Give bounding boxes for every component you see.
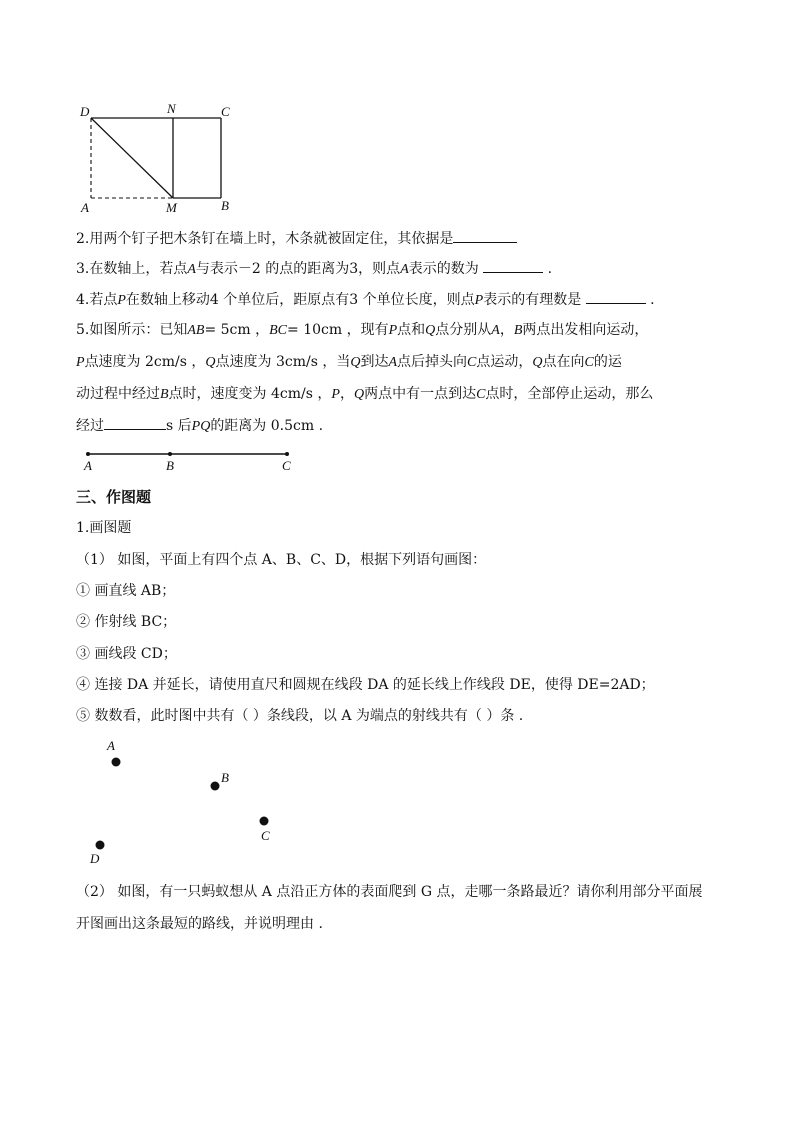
step-2: ② 作射线 BC； bbox=[76, 614, 177, 630]
label-a: A bbox=[107, 738, 115, 753]
label-a: A bbox=[84, 458, 92, 473]
rectangle-figure bbox=[70, 100, 240, 220]
problem-2-line-2: 开图画出这条最短的路线，并说明理由 . bbox=[76, 916, 323, 932]
label-c: C bbox=[282, 458, 291, 473]
question-5-line-3: 动过程中经过B点时，速度变为 4cm/s ，P，Q两点中有一点到达C点时，全部停止运动，那么 bbox=[76, 386, 654, 402]
question-5-line-2: P点速度为 2cm/s ，Q点速度为 3cm/s ，当Q到达A点后掉头向C点运动，Q点在向C的运 bbox=[76, 354, 622, 370]
step-3: ③ 画线段 CD； bbox=[76, 646, 177, 662]
point-c bbox=[260, 817, 269, 826]
question-2: 2.用两个钉子把木条钉在墙上时，木条就被固定住，其依据是 bbox=[76, 228, 517, 249]
step-5: ⑤ 数数看，此时图中共有（ ）条线段，以 A 为端点的射线共有（ ）条 . bbox=[76, 708, 524, 724]
point-b bbox=[211, 782, 220, 791]
question-5-line-4: 经过 s 后PQ的距离为 0.5cm . bbox=[76, 415, 323, 437]
label-b: B bbox=[221, 198, 229, 213]
label-a: A bbox=[81, 200, 89, 215]
point-d bbox=[96, 841, 105, 850]
question-4: 4.若点P在数轴上移动4 个单位后，距原点有3 个单位长度，则点P表示的有理数是 . bbox=[76, 289, 655, 311]
point-a bbox=[86, 452, 90, 456]
label-d: D bbox=[90, 851, 100, 866]
step-1: ① 画直线 AB； bbox=[76, 583, 176, 599]
label-b: B bbox=[221, 770, 229, 785]
answer-blank-q5[interactable] bbox=[104, 415, 166, 430]
label-n: N bbox=[167, 101, 176, 116]
label-c: C bbox=[261, 828, 270, 843]
section-title: 三、作图题 bbox=[76, 488, 152, 506]
point-b bbox=[168, 452, 172, 456]
point-a bbox=[112, 758, 121, 767]
problem-2-line-1: （2） 如图，有一只蚂蚁想从 A 点沿正方体的表面爬到 G 点，走哪一条路最近？请你利用部分平面展 bbox=[76, 884, 703, 900]
points-figure bbox=[80, 735, 300, 870]
segment-figure bbox=[80, 446, 300, 476]
label-c: C bbox=[221, 104, 230, 119]
answer-blank-q4[interactable] bbox=[586, 289, 646, 304]
problem-1-intro: （1） 如图，平面上有四个点 A、B、C、D，根据下列语句画图： bbox=[76, 552, 487, 568]
answer-blank-q2[interactable] bbox=[453, 228, 517, 243]
edge-dm bbox=[91, 118, 173, 198]
step-4: ④ 连接 DA 并延长，请使用直尺和圆规在线段 DA 的延长线上作线段 DE，使得 DE=2AD； bbox=[76, 677, 655, 693]
label-d: D bbox=[80, 104, 90, 119]
problem-1-title: 1.画图题 bbox=[76, 520, 132, 536]
question-5-line-1: 5.如图所示：已知AB= 5cm ，BC= 10cm ，现有P点和Q点分别从A，B两点出发相向运动， bbox=[76, 322, 649, 338]
label-b: B bbox=[166, 458, 174, 473]
answer-blank-q3[interactable] bbox=[483, 258, 543, 273]
label-m: M bbox=[166, 200, 177, 215]
point-c bbox=[285, 452, 289, 456]
question-3: 3.在数轴上，若点A与表示－2 的点的距离为3，则点A表示的数为 . bbox=[76, 258, 552, 280]
